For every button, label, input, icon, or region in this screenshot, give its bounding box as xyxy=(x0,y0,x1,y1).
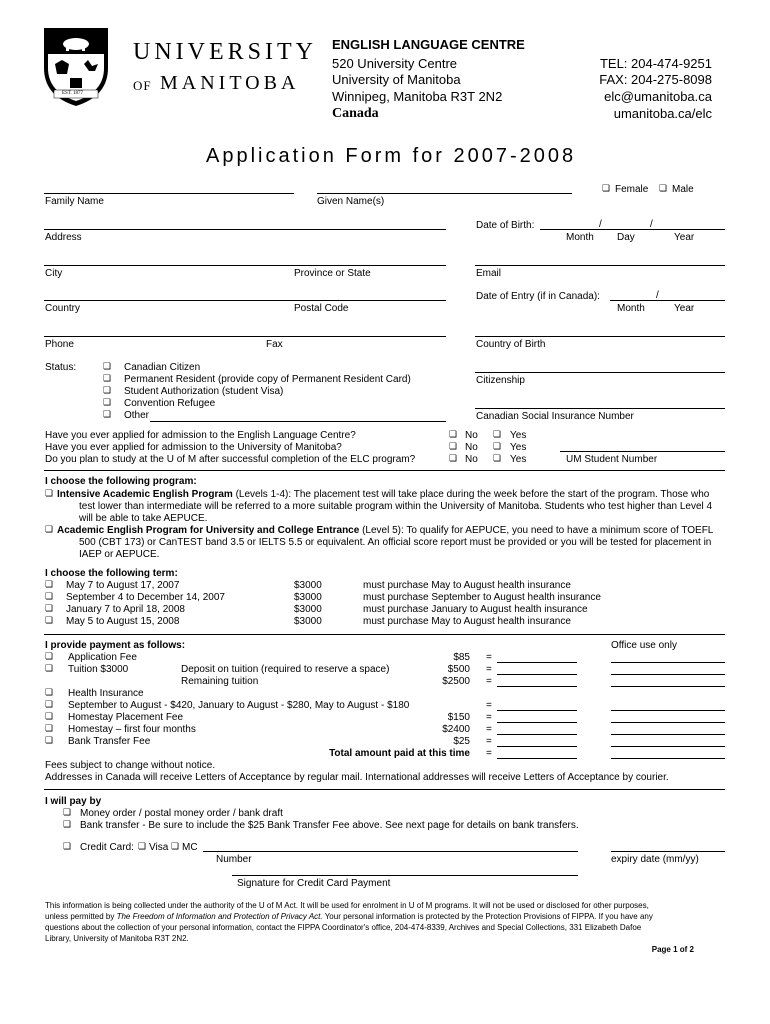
bank-transfer-label: Bank transfer - Be sure to include the $25 Bank Transfer Fee above. See next page for details on bank transfers. xyxy=(80,820,579,831)
q3-yes-label: Yes xyxy=(510,454,527,465)
status-refugee-checkbox[interactable]: ❏ xyxy=(103,398,112,408)
question-elc: Have you ever applied for admission to the English Language Centre? xyxy=(45,430,356,441)
q1-no-label: No xyxy=(465,430,478,441)
postal-label: Postal Code xyxy=(294,303,349,314)
term-4-dates: May 5 to August 15, 2008 xyxy=(66,616,180,627)
iaep-desc-3: will be able to take AEPUCE. xyxy=(79,513,208,524)
aepuce-desc-2: 500 (CBT 173) or CanTEST band 3.5 or IELTS 5.5 or equivalent. An official score report must be provided or you will be tested for placement in xyxy=(79,537,712,548)
privacy-line3: questions about the collection of your personal information, contact the FIPPA Coordinator's office, 204-474-8339, Archives and Special Collections, 331 Elizabeth Dafoe xyxy=(45,923,642,932)
status-visa-checkbox[interactable]: ❏ xyxy=(103,386,112,396)
health-checkbox[interactable]: ❏ xyxy=(45,688,54,698)
female-label: Female xyxy=(615,184,649,195)
address-label: Address xyxy=(45,232,82,243)
homestay-label: Homestay – first four months xyxy=(68,724,196,735)
entry-year-label: Year xyxy=(674,303,695,314)
health-label: Health Insurance xyxy=(68,688,144,699)
paymethod-heading: I will pay by xyxy=(45,796,102,807)
health-detail-label: September to August - $420, January to August - $280, May to August - $180 xyxy=(68,700,410,711)
acceptance-note: Addresses in Canada will receive Letters of Acceptance by regular mail. International addresses will receive Letters of Acceptance by courier. xyxy=(45,772,669,783)
phone-label: Phone xyxy=(45,339,74,350)
q2-no-label: No xyxy=(465,442,478,453)
homestay-placement-label: Homestay Placement Fee xyxy=(68,712,184,723)
card-number-label: Number xyxy=(216,854,252,865)
mc-label: MC xyxy=(182,842,198,853)
term-1-note: must purchase May to August health insurance xyxy=(363,580,571,591)
crest-est: EST. 1877 xyxy=(62,91,84,96)
tuition-checkbox[interactable]: ❏ xyxy=(45,664,54,674)
app-fee-checkbox[interactable]: ❏ xyxy=(45,652,54,662)
dob-day-label: Day xyxy=(617,232,635,243)
bank-fee-amount: $25 xyxy=(453,736,470,747)
program-heading: I choose the following program: xyxy=(45,476,197,487)
homestay-placement-amount: $150 xyxy=(447,712,470,723)
mc-checkbox[interactable]: ❏ xyxy=(171,842,180,852)
centre-name: ENGLISH LANGUAGE CENTRE xyxy=(332,37,525,52)
money-order-checkbox[interactable]: ❏ xyxy=(63,808,72,818)
status-visa-label: Student Authorization (student Visa) xyxy=(124,386,284,397)
q1-no-checkbox[interactable]: ❏ xyxy=(449,430,458,440)
app-fee-amount: $85 xyxy=(453,652,470,663)
q2-yes-checkbox[interactable]: ❏ xyxy=(493,442,502,452)
centre-web: umanitoba.ca/elc xyxy=(613,106,712,121)
female-checkbox[interactable]: ❏ xyxy=(602,184,611,194)
term-2-price: $3000 xyxy=(294,592,322,603)
term-2-checkbox[interactable]: ❏ xyxy=(45,592,54,602)
status-pr-label: Permanent Resident (provide copy of Permanent Resident Card) xyxy=(124,374,411,385)
entry-month-label: Month xyxy=(617,303,645,314)
question-uofm: Have you ever applied for admission to the University of Manitoba? xyxy=(45,442,342,453)
status-citizen-checkbox[interactable]: ❏ xyxy=(103,362,112,372)
sin-label: Canadian Social Insurance Number xyxy=(476,411,634,422)
status-other-checkbox[interactable]: ❏ xyxy=(103,410,112,420)
term-4-note: must purchase May to August health insurance xyxy=(363,616,571,627)
iaep-desc: (Levels 1-4): The placement test will take place during the week before the start of the program. Those who xyxy=(232,489,710,500)
dob-month-label: Month xyxy=(566,232,594,243)
privacy-line2c: Your personal information is protected by the Protection Provisions of FIPPA. If you have any xyxy=(322,912,653,921)
term-3-note: must purchase January to August health insurance xyxy=(363,604,588,615)
privacy-line2a: unless permitted by xyxy=(45,912,117,921)
status-citizen-label: Canadian Citizen xyxy=(124,362,201,373)
q3-no-checkbox[interactable]: ❏ xyxy=(449,454,458,464)
city-label: City xyxy=(45,268,63,279)
term-1-price: $3000 xyxy=(294,580,322,591)
expiry-label: expiry date (mm/yy) xyxy=(611,854,699,865)
terms-heading: I choose the following term: xyxy=(45,568,178,579)
deposit-label: Deposit on tuition (required to reserve a space) xyxy=(181,664,390,675)
aepuce-checkbox[interactable]: ❏ xyxy=(45,525,54,535)
term-4-price: $3000 xyxy=(294,616,322,627)
term-1-checkbox[interactable]: ❏ xyxy=(45,580,54,590)
credit-card-checkbox[interactable]: ❏ xyxy=(63,842,72,852)
homestay-placement-checkbox[interactable]: ❏ xyxy=(45,712,54,722)
iaep-title: Intensive Academic English Program xyxy=(57,489,233,500)
credit-card-label: Credit Card: xyxy=(80,842,134,853)
q1-yes-label: Yes xyxy=(510,430,527,441)
dob-year-label: Year xyxy=(674,232,695,243)
aepuce-desc-3: IAEP or AEPUCE. xyxy=(79,549,160,560)
term-2-dates: September 4 to December 14, 2007 xyxy=(66,592,225,603)
remaining-label: Remaining tuition xyxy=(181,676,259,687)
privacy-act-name: The Freedom of Information and Protection of Privacy Act. xyxy=(116,912,323,921)
payment-heading: I provide payment as follows: xyxy=(45,640,186,651)
status-label: Status: xyxy=(45,362,77,373)
date-entry-label: Date of Entry (if in Canada): xyxy=(476,291,600,302)
email-label: Email xyxy=(476,268,502,279)
centre-address1: 520 University Centre xyxy=(332,56,457,71)
privacy-line1: This information is being collected under the authority of the U of M Act. It will be used for enrolment in U of M programs. It will not be used or disclosed for other purposes, xyxy=(45,901,649,910)
homestay-checkbox[interactable]: ❏ xyxy=(45,724,54,734)
visa-label: Visa xyxy=(149,842,169,853)
university-name-of: OF xyxy=(133,78,152,93)
bank-transfer-checkbox[interactable]: ❏ xyxy=(63,820,72,830)
family-name-label: Family Name xyxy=(45,196,104,207)
um-student-label: UM Student Number xyxy=(566,454,658,465)
status-other-label: Other xyxy=(124,410,150,421)
centre-address4: Canada xyxy=(332,106,379,121)
q1-yes-checkbox[interactable]: ❏ xyxy=(493,430,502,440)
centre-address3: Winnipeg, Manitoba R3T 2N2 xyxy=(332,89,503,104)
aepuce-title: Academic English Program for University and College Entrance xyxy=(57,525,360,536)
office-use-label: Office use only xyxy=(611,640,677,651)
bank-fee-label: Bank Transfer Fee xyxy=(68,736,151,747)
centre-address2: University of Manitoba xyxy=(332,72,461,87)
money-order-label: Money order / postal money order / bank draft xyxy=(80,808,283,819)
country-birth-label: Country of Birth xyxy=(476,339,546,350)
university-crest xyxy=(40,24,112,108)
privacy-line4: Library, University of Manitoba R3T 2N2. xyxy=(45,934,189,943)
form-title: Application Form for 2007-2008 xyxy=(206,145,577,167)
tuition-label: Tuition $3000 xyxy=(68,664,129,675)
remaining-amount: $2500 xyxy=(442,676,470,687)
health-detail-checkbox[interactable]: ❏ xyxy=(45,700,54,710)
male-label: Male xyxy=(672,184,694,195)
fees-note: Fees subject to change without notice. xyxy=(45,760,216,771)
citizenship-label: Citizenship xyxy=(476,375,525,386)
total-label: Total amount paid at this time xyxy=(329,748,470,759)
term-3-checkbox[interactable]: ❏ xyxy=(45,604,54,614)
status-pr-checkbox[interactable]: ❏ xyxy=(103,374,112,384)
term-3-price: $3000 xyxy=(294,604,322,615)
app-fee-label: Application Fee xyxy=(68,652,137,663)
deposit-amount: $500 xyxy=(447,664,470,675)
dob-label: Date of Birth: xyxy=(476,220,535,231)
country-label: Country xyxy=(45,303,81,314)
province-label: Province or State xyxy=(294,268,371,279)
visa-checkbox[interactable]: ❏ xyxy=(138,842,147,852)
centre-tel: TEL: 204-474-9251 xyxy=(599,56,712,71)
signature-label: Signature for Credit Card Payment xyxy=(237,878,391,889)
q3-yes-checkbox[interactable]: ❏ xyxy=(493,454,502,464)
term-3-dates: January 7 to April 18, 2008 xyxy=(66,604,185,615)
homestay-amount: $2400 xyxy=(442,724,470,735)
university-name-line2: MANITOBA xyxy=(160,72,300,94)
q2-yes-label: Yes xyxy=(510,442,527,453)
term-4-checkbox[interactable]: ❏ xyxy=(45,616,54,626)
male-checkbox[interactable]: ❏ xyxy=(659,184,668,194)
q3-no-label: No xyxy=(465,454,478,465)
iaep-checkbox[interactable]: ❏ xyxy=(45,489,54,499)
term-2-note: must purchase September to August health insurance xyxy=(363,592,601,603)
fax-label: Fax xyxy=(266,339,283,350)
centre-fax: FAX: 204-275-8098 xyxy=(599,72,712,87)
page-number: Page 1 of 2 xyxy=(651,945,694,954)
centre-email: elc@umanitoba.ca xyxy=(604,89,712,104)
aepuce-desc: (Level 5): To qualify for AEPUCE, you need to have a minimum score of TOEFL xyxy=(359,525,714,536)
term-1-dates: May 7 to August 17, 2007 xyxy=(66,580,180,591)
bank-fee-checkbox[interactable]: ❏ xyxy=(45,736,54,746)
q2-no-checkbox[interactable]: ❏ xyxy=(449,442,458,452)
status-refugee-label: Convention Refugee xyxy=(124,398,216,409)
question-study: Do you plan to study at the U of M after successful completion of the ELC program? xyxy=(45,454,416,465)
iaep-desc-2: test lower than intermediate will be referred to a more suitable program within the University of Manitoba. Students who test higher than Level 4 xyxy=(79,501,713,512)
university-name-line1: UNIVERSITY xyxy=(133,39,317,65)
given-names-label: Given Name(s) xyxy=(317,196,385,207)
